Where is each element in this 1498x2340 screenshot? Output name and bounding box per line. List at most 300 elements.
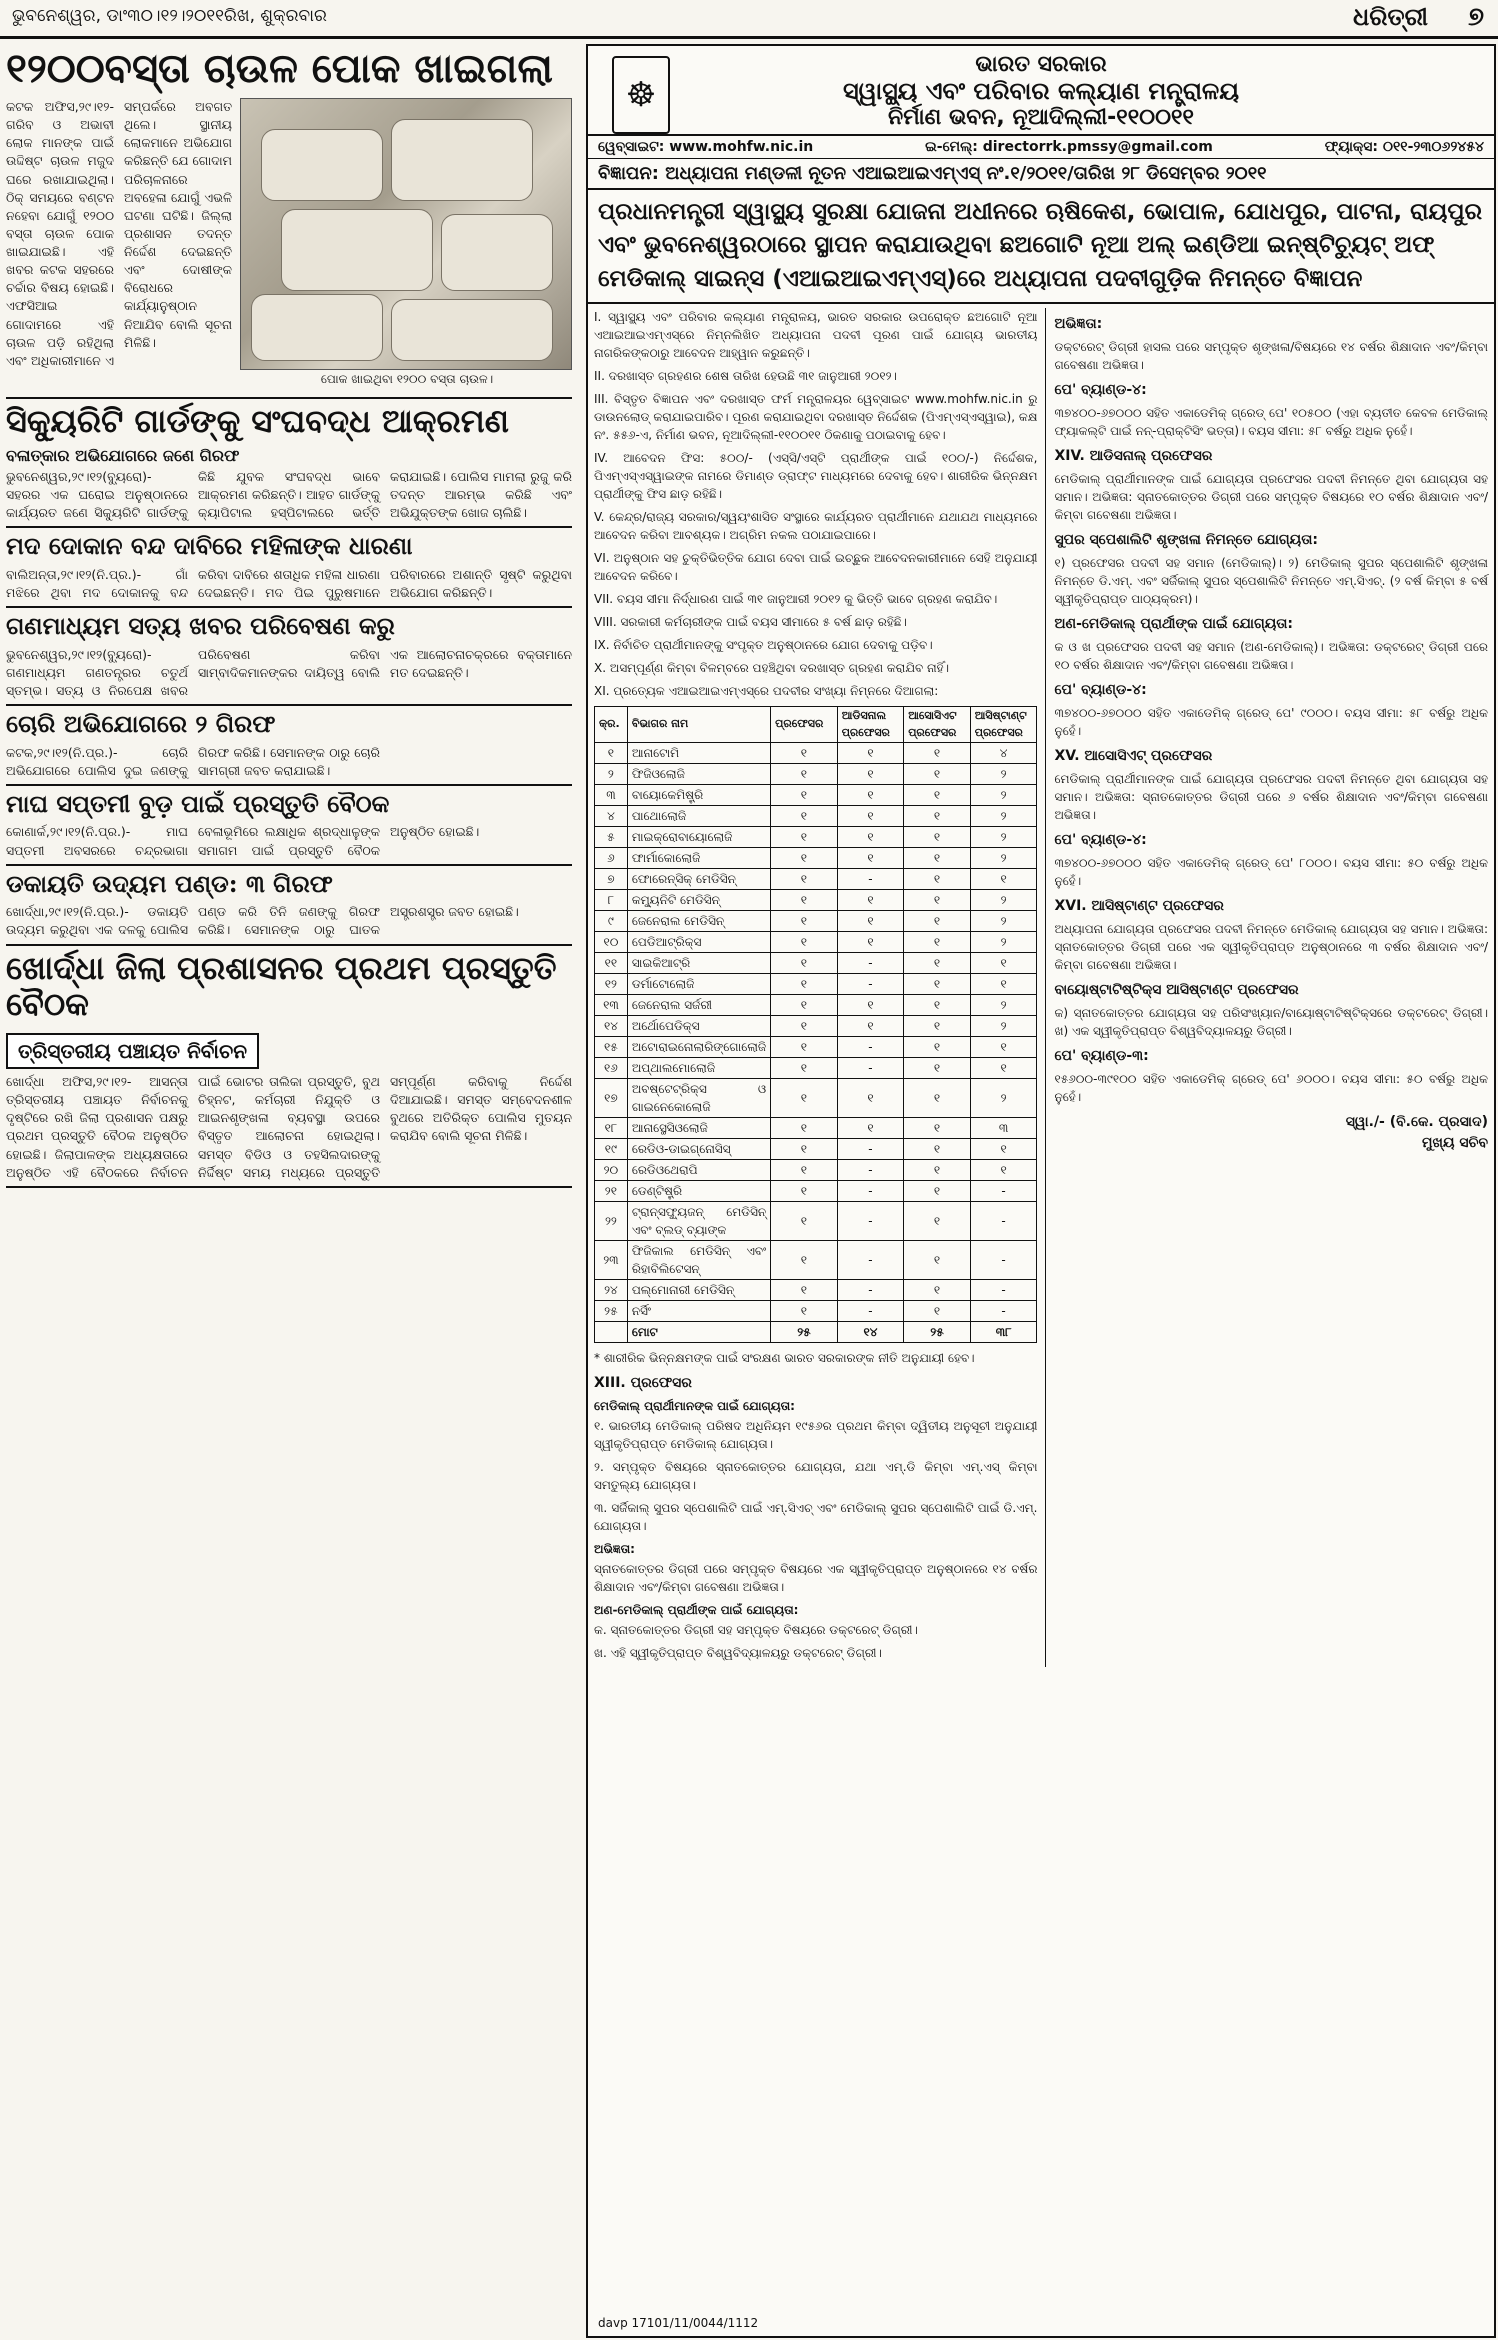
table-row xyxy=(595,743,1037,764)
table-row xyxy=(595,995,1037,1016)
table-cell: ଅର୍ଥୋପେଡିକ୍ସ xyxy=(627,1016,770,1037)
table-cell: ୧ xyxy=(904,974,971,995)
table-cell: କମ୍ୟୁନିଟି ମେଡିସିନ୍ xyxy=(627,890,770,911)
story-box-label: ତ୍ରିସ୍ତରୀୟ ପଞ୍ଚାୟତ ନିର୍ବାଚନ xyxy=(6,1033,259,1069)
table-cell: - xyxy=(970,1241,1037,1280)
table-cell: ଫିଜିଓଲୋଜି xyxy=(627,764,770,785)
national-emblem-icon: ☸ xyxy=(612,56,670,134)
table-cell: ୧ xyxy=(771,1160,838,1181)
table-cell: - xyxy=(837,1202,904,1241)
table-cell: ୩ xyxy=(595,785,628,806)
table-cell: ୨ xyxy=(970,764,1037,785)
table-cell: ୧ xyxy=(771,827,838,848)
right-block-text: ଡକ୍ଟରେଟ୍ ଡିଗ୍ରୀ ହାସଲ ପରେ ସମ୍ପୃକ୍ତ ଶୃଙ୍ଖଳା/ବିଷୟରେ ୧୪ ବର୍ଷର ଶିକ୍ଷାଦାନ ଏବଂ/କିମ୍ବା ଗବେଷଣା ଅଭିଜ୍ଞତା। xyxy=(1054,340,1488,373)
table-cell: ୧ xyxy=(904,1037,971,1058)
ministry-address: ନିର୍ମାଣ ଭବନ, ନୂଆଦିଲ୍ଲୀ-୧୧୦୦୧୧ xyxy=(888,105,1194,130)
table-cell: ଫୋରେନ୍‌ସିକ୍ ମେଡିସିନ୍ xyxy=(627,869,770,890)
table-cell: ୧ xyxy=(904,1139,971,1160)
table-cell: ୨ xyxy=(970,932,1037,953)
table-cell: ଜେନେରାଲ ସର୍ଜରୀ xyxy=(627,995,770,1016)
table-cell: ଆନାଟୋମି xyxy=(627,743,770,764)
table-row xyxy=(595,974,1037,995)
right-block-text: ୧) ପ୍ରଫେସର ପଦବୀ ସହ ସମାନ (ମେଡିକାଲ୍)। ୨) ମେଡିକାଲ୍ ସୁପର ସ୍ପେଶାଲିଟି ଶୃଙ୍ଖଳା ନିମନ୍ତେ ଡି.ଏମ୍. ଏବଂ ସର୍ଜିକାଲ୍ ସୁପର ସ୍ପେଶାଲିଟି ନିମନ୍ତେ ଏମ୍.ସିଏଚ୍. (୨ ବର୍ଷ କିମ୍ବା ୫ ବର୍ଷ ସ୍ୱୀକୃତିପ୍ରାପ୍ତ ପାଠ୍ୟକ୍ରମ)। xyxy=(1054,556,1488,607)
table-cell: - xyxy=(837,1058,904,1079)
right-block-text: ମେଡିକାଲ୍ ପ୍ରାର୍ଥୀମାନଙ୍କ ପାଇଁ ଯୋଗ୍ୟତା ପ୍ରଫେସର ପଦବୀ ନିମନ୍ତେ ଥିବା ଯୋଗ୍ୟତା ସହ ସମାନ। ଅଭିଜ୍ଞତା: ସ୍ନାତକୋତ୍ତର ଡିଗ୍ରୀ ପରେ ସମ୍ପୃକ୍ତ ବିଷୟରେ ୧୦ ବର୍ଷର ଶିକ୍ଷାଦାନ ଏବଂ/କିମ୍ବା ଗବେଷଣା ଅଭିଜ୍ଞତା। xyxy=(1054,472,1488,523)
qualification-item: ୧. ଭାରତୀୟ ମେଡିକାଲ୍ ପରିଷଦ ଅଧିନିୟମ ୧୯୫୬ର ପ୍ରଥମ କିମ୍ବା ଦ୍ୱିତୀୟ ଅନୁସୂଚୀ ଅନୁଯାୟୀ ସ୍ୱୀକୃତିପ୍ରାପ୍ତ ମେଡିକାଲ୍ ଯୋଗ୍ୟତା। xyxy=(594,1419,1038,1452)
table-cell: ୧ xyxy=(904,932,971,953)
table-note: * ଶାରୀରିକ ଭିନ୍ନକ୍ଷମଙ୍କ ପାଇଁ ସଂରକ୍ଷଣ ଭାରତ ସରକାରଙ୍କ ନୀତି ଅନୁଯାୟୀ ହେବ। xyxy=(594,1351,975,1366)
right-block xyxy=(1054,614,1488,674)
fax: ଫ୍ୟାକ୍ସ: ୦୧୧-୨୩୦୬୨୪୫୪ xyxy=(1324,139,1484,155)
table-cell: ୧ xyxy=(904,890,971,911)
story-headline: ଚୋରି ଅଭିଯୋଗରେ ୨ ଗିରଫ xyxy=(6,708,276,738)
table-cell: ୧ xyxy=(904,1280,971,1301)
table-cell: ୧ xyxy=(837,1118,904,1139)
table-cell: ପଲ୍‌ମୋନାରୀ ମେଡିସିନ୍ xyxy=(627,1280,770,1301)
table-cell: ୧ xyxy=(771,932,838,953)
section-title: XIII. ପ୍ରଫେସର xyxy=(594,1375,692,1392)
govt-name: ଭାରତ ସରକାର xyxy=(975,52,1107,77)
table-cell: ୬ xyxy=(595,848,628,869)
story-headline: ସିକ୍ୟୁରିଟି ଗାର୍ଡଙ୍କୁ ସଂଘବଦ୍ଧ ଆକ୍ରମଣ xyxy=(6,402,509,440)
table-cell: - xyxy=(837,1301,904,1322)
table-row xyxy=(595,1181,1037,1202)
table-cell: ୧୮ xyxy=(595,1118,628,1139)
table-cell: ଅପ୍‌ଥାଲମୋଲୋଜି xyxy=(627,1058,770,1079)
table-cell: ୧ xyxy=(904,1016,971,1037)
table-cell: ୧ xyxy=(771,1202,838,1241)
ad-left-column xyxy=(594,308,1046,1667)
ad-item: XI. ପ୍ରତ୍ୟେକ ଏଆଇଆଇଏମ୍‌ଏସ୍‌ରେ ପଦବୀର ସଂଖ୍ୟା ନିମ୍ନରେ ଦିଆଗଲା: xyxy=(594,684,939,699)
right-block xyxy=(1054,896,1488,974)
right-block-title: ସୁପର ସ୍ପେଶାଲିଟି ଶୃଙ୍ଖଳା ନିମନ୍ତେ ଯୋଗ୍ୟତା: xyxy=(1054,532,1318,549)
table-cell: ୨ xyxy=(970,785,1037,806)
table-cell: ୧୯ xyxy=(595,1139,628,1160)
email: ଇ-ମେଲ୍: directorrk.pmssy@gmail.com xyxy=(925,139,1213,155)
qualification-item: ୩. ସର୍ଜିକାଲ୍ ସୁପର ସ୍ପେଶାଲିଟି ପାଇଁ ଏମ୍.ସିଏଚ୍ ଏବଂ ମେଡିକାଲ୍ ସୁପର ସ୍ପେଶାଲିଟି ପାଇଁ ଡି.ଏମ୍. ଯୋଗ୍ୟତା। xyxy=(594,1501,1038,1534)
table-cell: ୧ xyxy=(771,1139,838,1160)
table-cell: ୨ xyxy=(970,848,1037,869)
table-cell: ୧୦ xyxy=(595,932,628,953)
table-cell: ୧ xyxy=(771,1118,838,1139)
table-cell: ୧ xyxy=(771,911,838,932)
table-cell: ୩୮ xyxy=(970,1322,1037,1343)
table-cell: ୧ xyxy=(904,848,971,869)
right-block xyxy=(1054,830,1488,890)
experience-text: ସ୍ନାତକୋତ୍ତର ଡିଗ୍ରୀ ପରେ ସମ୍ପୃକ୍ତ ବିଷୟରେ ଏକ ସ୍ୱୀକୃତିପ୍ରାପ୍ତ ଅନୁଷ୍ଠାନରେ ୧୪ ବର୍ଷର ଶିକ୍ଷାଦାନ ଏବଂ/କିମ୍ବା ଗବେଷଣା ଅଭିଜ୍ଞତା। xyxy=(594,1562,1038,1595)
table-cell: ୧ xyxy=(904,743,971,764)
story-headline: ଖୋର୍ଦ୍ଧା ଜିଲା ପ୍ରଶାସନର ପ୍ରଥମ ପ୍ରସ୍ତୁତି ବୈଠକ xyxy=(6,948,557,1024)
table-cell: ସାଇକିଆଟ୍ରି xyxy=(627,953,770,974)
masthead xyxy=(0,0,1498,39)
table-cell: ୧ xyxy=(771,764,838,785)
right-block-title: ବାୟୋଷ୍ଟାଟିଷ୍ଟିକ୍ସ ଆସିଷ୍ଟାଣ୍ଟ ପ୍ରଫେସର xyxy=(1054,982,1299,999)
right-block-text: କ) ସ୍ନାତକୋତ୍ତର ଯୋଗ୍ୟତା ସହ ପରିସଂଖ୍ୟାନ/ବାୟୋଷ୍ଟାଟିଷ୍ଟିକ୍ସରେ ଡକ୍ଟରେଟ୍ ଡିଗ୍ରୀ। ଖ) ଏକ ସ୍ୱୀକୃତିପ୍ରାପ୍ତ ବିଶ୍ୱବିଦ୍ୟାଳୟରୁ ଡିଗ୍ରୀ। xyxy=(1054,1006,1488,1039)
story-body: ବାଲିଅନ୍ତା,୨୯।୧୨(ନି.ପ୍ର.)- ଗାଁ ମଝିରେ ଥିବା ମଦ ଦୋକାନକୁ ବନ୍ଦ କରିବା ଦାବିରେ ଶତାଧିକ ମହିଳା ଧାରଣା ଦେଇଛନ୍ତି। ମଦ ପିଇ ପୁରୁଷମାନେ ପରିବାରରେ ଅଶାନ୍ତି ସୃଷ୍ଟି କରୁଥିବା ଅଭିଯୋଗ କରିଛନ୍ତି। xyxy=(6,566,572,600)
right-block-text: କ ଓ ଖ ପ୍ରଫେସର ପଦବୀ ସହ ସମାନ (ଅଣ-ମେଡିକାଲ୍)। ଅଭିଜ୍ଞତା: ଡକ୍ଟରେଟ୍ ଡିଗ୍ରୀ ପରେ ୧୦ ବର୍ଷର ଶିକ୍ଷାଦାନ ଏବଂ/କିମ୍ବା ଗବେଷଣା ଅଭିଜ୍ଞତା। xyxy=(1054,640,1488,673)
table-cell: - xyxy=(837,869,904,890)
table-cell: ୧ xyxy=(837,932,904,953)
table-cell: ୧ xyxy=(904,827,971,848)
table-cell: ୧ xyxy=(837,764,904,785)
table-cell xyxy=(595,1322,628,1343)
website: ୱେବ୍‌ସାଇଟ: www.mohfw.nic.in xyxy=(598,139,814,155)
ad-item: VI. ଅନୁଷ୍ଠାନ ସହ ଚୁକ୍ତିଭିତ୍ତିକ ଯୋଗ ଦେବା ପାଇଁ ଇଚ୍ଛୁକ ଆବେଦନକାରୀମାନେ ସେହି ଅନୁଯାୟୀ ଆବେଦନ କରିବେ। xyxy=(594,551,1038,584)
table-cell: ୯ xyxy=(595,911,628,932)
table-cell: ୧ xyxy=(970,1139,1037,1160)
table-cell: ଫାର୍ମାକୋଲୋଜି xyxy=(627,848,770,869)
table-cell: ରେଡିଓଥେରାପି xyxy=(627,1160,770,1181)
right-block xyxy=(1054,746,1488,824)
right-block-title: XV. ଆସୋସିଏଟ୍ ପ୍ରଫେସର xyxy=(1054,748,1213,765)
table-cell: ୧ xyxy=(904,869,971,890)
table-cell: ୧ xyxy=(904,1079,971,1118)
table-cell: ୪ xyxy=(595,806,628,827)
right-block-text: ୩୭୪୦୦-୬୭୦୦୦ ସହିତ ଏକାଡେମିକ୍ ଗ୍ରେଡ୍ ପେ' ୧୦୫୦୦ (ଏହା ବ୍ୟତୀତ କେବଳ ମେଡିକାଲ୍ ଫ୍ୟାକଲ୍ଟି ପାଇଁ ନନ୍-ପ୍ରାକ୍ଟିସିଂ ଭତ୍ତା)। ବୟସ ସୀମା: ୫୮ ବର୍ଷରୁ ଅଧିକ ନୁହେଁ। xyxy=(1054,406,1488,439)
story-headline: ମାଘ ସପ୍ତମୀ ବୁଡ଼ ପାଇଁ ପ୍ରସ୍ତୁତି ବୈଠକ xyxy=(6,788,390,818)
table-cell: ୪ xyxy=(970,743,1037,764)
table-cell: ୨୨ xyxy=(595,1202,628,1241)
table-cell: ୧ xyxy=(771,869,838,890)
table-cell: ୧୪ xyxy=(837,1322,904,1343)
right-block-title: ପେ' ବ୍ୟାଣ୍ଡ-୪: xyxy=(1054,832,1147,849)
table-cell: ୧ xyxy=(771,1079,838,1118)
col-header: ଆସୋସିଏଟ ପ୍ରଫେସର xyxy=(904,707,971,743)
story-body: ଭୁବନେଶ୍ୱର,୨୯।୧୨(ବ୍ୟୁରୋ)- ସହରର ଏକ ଘରୋଇ ଅନୁଷ୍ଠାନରେ କାର୍ଯ୍ୟରତ ଜଣେ ସିକ୍ୟୁରିଟି ଗାର୍ଡଙ୍କୁ କିଛି ଯୁବକ ସଂଘବଦ୍ଧ ଭାବେ ଆକ୍ରମଣ କରିଛନ୍ତି। ଆହତ ଗାର୍ଡଙ୍କୁ କ୍ୟାପିଟାଲ ହସ୍ପିଟାଲରେ ଭର୍ତ୍ତି କରାଯାଇଛି। ପୋଲିସ ମାମଲା ରୁଜୁ କରି ତଦନ୍ତ ଆରମ୍ଭ କରିଛି ଏବଂ ଅଭିଯୁକ୍ତଙ୍କ ଖୋଜ ଚାଲିଛି। xyxy=(6,468,572,521)
table-cell: ବାୟୋକେମିଷ୍ଟ୍ରି xyxy=(627,785,770,806)
table-row xyxy=(595,1118,1037,1139)
davp-code: davp 17101/11/0044/1112 xyxy=(598,2316,759,2330)
table-cell: - xyxy=(970,1301,1037,1322)
table-cell: ୨ xyxy=(970,1016,1037,1037)
posts-table xyxy=(594,706,1037,1343)
ad-item: IV. ଆବେଦନ ଫିସ: ୫୦୦/- (ଏସ୍‌ସି/ଏସ୍‌ଟି ପ୍ରାର୍ଥୀଙ୍କ ପାଇଁ ୧୦୦/-) ନିର୍ଦ୍ଦେଶକ, ପିଏମ୍‌ଏସ୍‌ଏସ୍‌ୱାଇଙ୍କ ନାମରେ ଡିମାଣ୍ଡ ଡ୍ରାଫ୍ଟ ମାଧ୍ୟମରେ ଦେବାକୁ ହେବ। ଶାରୀରିକ ଭିନ୍ନକ୍ଷମ ପ୍ରାର୍ଥୀଙ୍କୁ ଫିସ ଛାଡ଼ ରହିଛି। xyxy=(594,451,1038,502)
table-cell: ୧ xyxy=(904,953,971,974)
table-row xyxy=(595,1202,1037,1241)
ad-right-column xyxy=(1046,308,1488,1667)
table-row xyxy=(595,848,1037,869)
table-cell: ୧ xyxy=(837,848,904,869)
table-total-row xyxy=(595,1322,1037,1343)
contact-row xyxy=(588,136,1494,159)
story-magha-saptami xyxy=(6,790,572,866)
table-row xyxy=(595,806,1037,827)
ad-item: II. ଦରଖାସ୍ତ ଗ୍ରହଣର ଶେଷ ତାରିଖ ହେଉଛି ୩୧ ଜାନୁଆରୀ ୨୦୧୨। xyxy=(594,369,897,384)
table-cell: ୧ xyxy=(771,1016,838,1037)
table-cell: ୨ xyxy=(970,827,1037,848)
table-cell: ୧ xyxy=(904,764,971,785)
table-cell: ୨୩ xyxy=(595,1241,628,1280)
table-cell: ୨୫ xyxy=(904,1322,971,1343)
table-row xyxy=(595,1241,1037,1280)
table-row xyxy=(595,869,1037,890)
ad-item: VII. ବୟସ ସୀମା ନିର୍ଦ୍ଧାରଣ ପାଇଁ ୩୧ ଜାନୁଆରୀ ୨୦୧୨ କୁ ଭିତ୍ତି ଭାବେ ଗ୍ରହଣ କରାଯିବ। xyxy=(594,592,998,607)
table-cell: - xyxy=(970,1280,1037,1301)
story-headline: ଗଣମାଧ୍ୟମ ସତ୍ୟ ଖବର ପରିବେଷଣ କରୁ xyxy=(6,611,395,641)
right-block-title: XVI. ଆସିଷ୍ଟାଣ୍ଟ ପ୍ରଫେସର xyxy=(1054,898,1224,915)
table-cell: ରେଡିଓ-ଡାଇଗ୍ନୋସିସ୍ xyxy=(627,1139,770,1160)
signoff xyxy=(1054,1112,1488,1154)
table-cell: ୧ xyxy=(970,1058,1037,1079)
story-body: ଖୋର୍ଦ୍ଧା,୨୯।୧୨(ନି.ପ୍ର.)- ଡକାୟତି ଉଦ୍ୟମ କରୁଥିବା ଏକ ଦଳକୁ ପୋଲିସ ପଣ୍ଡ କରି ତିନି ଜଣଙ୍କୁ ଗିରଫ କରିଛି। ସେମାନଙ୍କ ଠାରୁ ଘାତକ ଅସ୍ତ୍ରଶସ୍ତ୍ର ଜବତ ହୋଇଛି। xyxy=(6,904,519,938)
table-row xyxy=(595,1280,1037,1301)
table-cell: ପାଥୋଲୋଜି xyxy=(627,806,770,827)
col-header: ପ୍ରଫେସର xyxy=(771,707,838,743)
table-cell: ୫ xyxy=(595,827,628,848)
page-number: ୭ xyxy=(1468,2,1484,32)
table-cell: ୧ xyxy=(837,743,904,764)
table-cell: ୧ xyxy=(904,1118,971,1139)
right-block-text: ଅଧ୍ୟାପନା ଯୋଗ୍ୟତା ପ୍ରଫେସର ପଦବୀ ନିମନ୍ତେ ମେଡିକାଲ୍ ଯୋଗ୍ୟତା ସହ ସମାନ। ଅଭିଜ୍ଞତା: ସ୍ନାତକୋତ୍ତର ଡିଗ୍ରୀ ପରେ ଏକ ସ୍ୱୀକୃତିପ୍ରାପ୍ତ ଅନୁଷ୍ଠାନରେ ୩ ବର୍ଷର ଶିକ୍ଷାଦାନ ଏବଂ/କିମ୍ବା ଗବେଷଣା ଅଭିଜ୍ଞତା। xyxy=(1054,922,1488,973)
table-cell: ୨ xyxy=(970,1079,1037,1118)
story-theft xyxy=(6,710,572,786)
table-cell: ୧ xyxy=(771,1181,838,1202)
govt-advertisement xyxy=(586,44,1496,2338)
table-cell: ୧ xyxy=(837,1016,904,1037)
table-row xyxy=(595,1058,1037,1079)
advertisement-number: ବିଜ୍ଞାପନ: ଅଧ୍ୟାପନା ମଣ୍ଡଳୀ ନୂତନ ଏଆଇଆଇଏମ୍‌ଏସ୍ ନଂ.୧/୨୦୧୧/ତାରିଖ ୨୮ ଡିସେମ୍ବର ୨୦୧୧ xyxy=(588,159,1494,190)
table-cell: ୧ xyxy=(904,1241,971,1280)
table-cell: ୨ xyxy=(595,764,628,785)
right-block xyxy=(1054,1046,1488,1106)
right-block xyxy=(1054,680,1488,740)
table-cell: ୨୦ xyxy=(595,1160,628,1181)
nonmedical-item: ଖ. ଏହି ସ୍ୱୀକୃତିପ୍ରାପ୍ତ ବିଶ୍ୱବିଦ୍ୟାଳୟରୁ ଡକ୍ଟରେଟ୍ ଡିଗ୍ରୀ। xyxy=(594,1646,882,1661)
ad-item: IX. ନିର୍ବାଚିତ ପ୍ରାର୍ଥୀମାନଙ୍କୁ ସଂପୃକ୍ତ ଅନୁଷ୍ଠାନରେ ଯୋଗ ଦେବାକୁ ପଡ଼ିବ। xyxy=(594,638,933,653)
story-body: କୋଣାର୍କ,୨୯।୧୨(ନି.ପ୍ର.)- ମାଘ ସପ୍ତମୀ ଅବସରରେ ଚନ୍ଦ୍ରଭାଗା ବେଳାଭୂମିରେ ଲକ୍ଷାଧିକ ଶ୍ରଦ୍ଧାଳୁଙ୍କ ସମାଗମ ପାଇଁ ପ୍ରସ୍ତୁତି ବୈଠକ ଅନୁଷ୍ଠିତ ହୋଇଛି। xyxy=(6,824,480,858)
story-kicker: ବଳାତ୍କାର ଅଭିଯୋଗରେ ଜଣେ ଗିରଫ xyxy=(6,445,240,465)
right-block-title: ଅଣ-ମେଡିକାଲ୍ ପ୍ରାର୍ଥୀଙ୍କ ପାଇଁ ଯୋଗ୍ୟତା: xyxy=(1054,616,1294,633)
nonmedical-title: ଅଣ-ମେଡିକାଲ୍ ପ୍ରାର୍ଥୀଙ୍କ ପାଇଁ ଯୋଗ୍ୟତା: xyxy=(594,1603,799,1618)
newspaper-name: ଧରିତ୍ରୀ xyxy=(1353,2,1428,31)
table-cell: ୧୪ xyxy=(595,1016,628,1037)
table-cell: ୩ xyxy=(970,1118,1037,1139)
table-row xyxy=(595,1016,1037,1037)
table-cell: ୧ xyxy=(771,785,838,806)
ad-item: VIII. ସରକାରୀ କର୍ମଚାରୀଙ୍କ ପାଇଁ ବୟସ ସୀମାରେ ୫ ବର୍ଷ ଛାଡ଼ ରହିଛି। xyxy=(594,615,907,630)
table-cell: ୧ xyxy=(970,974,1037,995)
table-cell: ୧ xyxy=(970,1160,1037,1181)
story-dacoity xyxy=(6,870,572,946)
left-items xyxy=(594,308,1037,700)
story-security-guard xyxy=(6,403,572,528)
table-cell: ୨୫ xyxy=(771,1322,838,1343)
photo-rice-sacks xyxy=(240,98,572,370)
table-cell: ୧ xyxy=(904,806,971,827)
table-cell: ୧ xyxy=(837,806,904,827)
table-cell: ୧୬ xyxy=(595,1058,628,1079)
right-block-title: ପେ' ବ୍ୟାଣ୍ଡ-୪: xyxy=(1054,382,1147,399)
story-body: ଖୋର୍ଦ୍ଧା ଅଫିସ,୨୯।୧୨- ଆସନ୍ତା ତ୍ରିସ୍ତରୀୟ ପଞ୍ଚାୟତ ନିର୍ବାଚନକୁ ଦୃଷ୍ଟିରେ ରଖି ଜିଲା ପ୍ରଶାସନ ପକ୍ଷରୁ ପ୍ରଥମ ପ୍ରସ୍ତୁତି ବୈଠକ ଅନୁଷ୍ଠିତ ହୋଇଛି। ଜିଲାପାଳଙ୍କ ଅଧ୍ୟକ୍ଷତାରେ ଅନୁଷ୍ଠିତ ଏହି ବୈଠକରେ ନିର୍ବାଚନ ପାଇଁ ଭୋଟର ତାଲିକା ପ୍ରସ୍ତୁତି, ବୁଥ ଚିହ୍ନଟ, କର୍ମଚାରୀ ନିଯୁକ୍ତି ଓ ଆଇନଶୃଙ୍ଖଳା ବ୍ୟବସ୍ଥା ଉପରେ ବିସ୍ତୃତ ଆଲୋଚନା ହୋଇଥିଲା। ସମସ୍ତ ବିଡିଓ ଓ ତହସିଲଦାରଙ୍କୁ ନିର୍ଦ୍ଦିଷ୍ଟ ସମୟ ମଧ୍ୟରେ ପ୍ରସ୍ତୁତି ସମ୍ପୂର୍ଣ୍ଣ କରିବାକୁ ନିର୍ଦ୍ଦେଶ ଦିଆଯାଇଛି। ସମସ୍ତ ସମ୍ବେଦନଶୀଳ ବୁଥରେ ଅତିରିକ୍ତ ପୋଲିସ ମୁତୟନ କରାଯିବ ବୋଲି ସୂଚନା ମିଳିଛି। xyxy=(6,1074,572,1180)
table-row xyxy=(595,1139,1037,1160)
table-cell: ୧ xyxy=(904,995,971,1016)
signoff-designation: ମୁଖ୍ୟ ସଚିବ xyxy=(1422,1135,1488,1152)
right-block xyxy=(1054,980,1488,1040)
table-cell: ୧ xyxy=(837,995,904,1016)
right-block xyxy=(1054,314,1488,374)
table-cell: ମାଇକ୍ରୋବାୟୋଲୋଜି xyxy=(627,827,770,848)
story-body: କଟକ,୨୯।୧୨(ନି.ପ୍ର.)- ଚୋରି ଅଭିଯୋଗରେ ପୋଲିସ ଦୁଇ ଜଣଙ୍କୁ ଗିରଫ କରିଛି। ସେମାନଙ୍କ ଠାରୁ ଚୋରି ସାମଗ୍ରୀ ଜବତ କରାଯାଇଛି। xyxy=(6,744,380,778)
story-khordha-meeting xyxy=(6,950,572,1188)
table-cell: ୧ xyxy=(837,785,904,806)
table-cell: ୧ xyxy=(904,1202,971,1241)
section-intro: ମେଡିକାଲ୍ ପ୍ରାର୍ଥୀମାନଙ୍କ ପାଇଁ ଯୋଗ୍ୟତା: xyxy=(594,1399,795,1414)
right-block-text: ମେଡିକାଲ୍ ପ୍ରାର୍ଥୀମାନଙ୍କ ପାଇଁ ଯୋଗ୍ୟତା ପ୍ରଫେସର ପଦବୀ ନିମନ୍ତେ ଥିବା ଯୋଗ୍ୟତା ସହ ସମାନ। ଅଭିଜ୍ଞତା: ସ୍ନାତକୋତ୍ତର ଡିଗ୍ରୀ ପରେ ୬ ବର୍ଷର ଶିକ୍ଷାଦାନ ଏବଂ/କିମ୍ବା ଗବେଷଣା ଅଭିଜ୍ଞତା। xyxy=(1054,772,1488,823)
table-cell: ୧ xyxy=(771,1241,838,1280)
table-cell: ପେଡିଆଟ୍ରିକ୍ସ xyxy=(627,932,770,953)
table-cell: ୨୧ xyxy=(595,1181,628,1202)
table-cell: ୨୪ xyxy=(595,1280,628,1301)
table-cell: ୧ xyxy=(771,806,838,827)
right-block-title: ପେ' ବ୍ୟାଣ୍ଡ-୪: xyxy=(1054,682,1147,699)
table-cell: ୧ xyxy=(904,785,971,806)
right-block-text: ୧୫୬୦୦-୩୯୧୦୦ ସହିତ ଏକାଡେମିକ୍ ଗ୍ରେଡ୍ ପେ' ୬୦୦୦। ବୟସ ସୀମା: ୫୦ ବର୍ଷରୁ ଅଧିକ ନୁହେଁ। xyxy=(1054,1072,1488,1105)
table-cell: - xyxy=(837,1037,904,1058)
right-block-text: ୩୭୪୦୦-୬୭୦୦୦ ସହିତ ଏକାଡେମିକ୍ ଗ୍ରେଡ୍ ପେ' ୮୦୦୦। ବୟସ ସୀମା: ୫୦ ବର୍ଷରୁ ଅଧିକ ନୁହେଁ। xyxy=(1054,856,1488,889)
story-body: କଟକ ଅଫିସ,୨୯।୧୨-ଗରିବ ଓ ଅଭାବୀ ଲୋକ ମାନଙ୍କ ପାଇଁ ଉଦ୍ଦିଷ୍ଟ ଚାଉଳ ମଜୁଦ ଘରେ ରଖାଯାଇଥିଲା। ଠିକ୍ ସମୟରେ ବଣ୍ଟନ ନହେବା ଯୋଗୁଁ ୧୨୦୦ ବସ୍ତା ଚାଉଳ ପୋକ ଖାଇଯାଇଛି। ଏହି ଖବର କଟକ ସହରରେ ଚର୍ଚ୍ଚାର ବିଷୟ ହୋଇଛି। ଏଫସିଆଇ ଗୋଦାମରେ ଏହି ଚାଉଳ ପଡ଼ି ରହିଥିଲା ଏବଂ ଅଧିକାରୀମାନେ ଏ ସମ୍ପର୍କରେ ଅବଗତ ଥିଲେ। ସ୍ଥାନୀୟ ଲୋକମାନେ ଅଭିଯୋଗ କରିଛନ୍ତି ଯେ ଗୋଦାମ ପରିଚାଳନାରେ ଅବହେଳା ଯୋଗୁଁ ଏଭଳି ଘଟଣା ଘଟିଛି। ଜିଲ୍ଲା ପ୍ରଶାସନ ତଦନ୍ତ ନିର୍ଦ୍ଦେଶ ଦେଇଛନ୍ତି ଏବଂ ଦୋଷୀଙ୍କ ବିରୋଧରେ କାର୍ଯ୍ୟାନୁଷ୍ଠାନ ନିଆଯିବ ବୋଲି ସୂଚନା ମିଳିଛି। xyxy=(6,99,232,368)
table-row xyxy=(595,1037,1037,1058)
table-cell: - xyxy=(837,1280,904,1301)
table-cell: ନର୍ସିଂ xyxy=(627,1301,770,1322)
table-cell: ୨ xyxy=(970,911,1037,932)
table-cell: ୧ xyxy=(837,911,904,932)
table-cell: ଜେନେରାଲ ମେଡିସିନ୍ xyxy=(627,911,770,932)
table-cell: ୧ xyxy=(904,1301,971,1322)
posts-table-body xyxy=(595,743,1037,1343)
table-cell: ୧ xyxy=(837,890,904,911)
table-cell: ୧ xyxy=(904,911,971,932)
table-cell: ୧ xyxy=(771,1058,838,1079)
table-cell: - xyxy=(837,974,904,995)
table-row xyxy=(595,911,1037,932)
story-headline: ୧୨୦୦ବସ୍ତା ଚାଉଳ ପୋକ ଖାଇଗଲା xyxy=(6,45,553,92)
advertisement-title: ପ୍ରଧାନମନ୍ତ୍ରୀ ସ୍ୱାସ୍ଥ୍ୟ ସୁରକ୍ଷା ଯୋଜନା ଅଧୀନରେ ଋଷିକେଶ, ଭୋପାଳ, ଯୋଧପୁର, ପାଟନା, ରାୟପୁର ଏବଂ ଭୁବନେଶ୍ୱରଠାରେ ସ୍ଥାପନ କରାଯାଉଥିବା ଛଅଗୋଟି ନୂଆ ଅଲ୍ ଇଣ୍ଡିଆ ଇନ୍‌ଷ୍ଟିଚ୍ୟୁଟ୍ ଅଫ୍ ମେଡିକାଲ୍ ସାଇନ୍‌ସ (ଏଆଇଆଇଏମ୍‌ଏସ୍)ରେ ଅଧ୍ୟାପନା ପଦବୀଗୁଡ଼ିକ ନିମନ୍ତେ ବିଜ୍ଞାପନ xyxy=(588,190,1494,304)
ad-item: I. ସ୍ୱାସ୍ଥ୍ୟ ଏବଂ ପରିବାର କଲ୍ୟାଣ ମନ୍ତ୍ରାଳୟ, ଭାରତ ସରକାର ଉପରୋକ୍ତ ଛଅଗୋଟି ନୂଆ ଏଆଇଆଇଏମ୍‌ଏସ୍‌ରେ ନିମ୍ନଲିଖିତ ଅଧ୍ୟାପନା ପଦବୀ ପୂରଣ ପାଇଁ ଯୋଗ୍ୟ ଭାରତୀୟ ନାଗରିକଙ୍କଠାରୁ ଆବେଦନ ଆହ୍ୱାନ କରୁଛନ୍ତି। xyxy=(594,310,1038,361)
story-rice-sacks xyxy=(6,46,572,399)
table-cell: - xyxy=(970,1202,1037,1241)
table-row xyxy=(595,764,1037,785)
table-cell: ଡର୍ମାଟୋଲୋଜି xyxy=(627,974,770,995)
table-cell: ଅବଷ୍ଟେଟ୍ରିକ୍ସ ଓ ଗାଇନେକୋଲୋଜି xyxy=(627,1079,770,1118)
table-cell: ଟ୍ରାନ୍ସଫ୍ୟୁଜନ୍ ମେଡିସିନ୍ ଏବଂ ବ୍ଲଡ୍ ବ୍ୟାଙ୍କ xyxy=(627,1202,770,1241)
table-cell: ଆନାସ୍ଥେସିଓଲୋଜି xyxy=(627,1118,770,1139)
table-cell: ୨ xyxy=(970,995,1037,1016)
ad-item: III. ବିସ୍ତୃତ ବିଜ୍ଞାପନ ଏବଂ ଦରଖାସ୍ତ ଫର୍ମ ମନ୍ତ୍ରାଳୟର ୱେବ୍‌ସାଇଟ www.mohfw.nic.in ରୁ ଡାଉନଲୋଡ୍ କରାଯାଇପାରିବ। ପୂରଣ କରାଯାଇଥିବା ଦରଖାସ୍ତ ନିର୍ଦ୍ଦେଶକ (ପିଏମ୍‌ଏସ୍‌ଏସ୍‌ୱାଇ), କକ୍ଷ ନଂ. ୫୫୬-ଏ, ନିର୍ମାଣ ଭବନ, ନୂଆଦିଲ୍ଲୀ-୧୧୦୦୧୧ ଠିକଣାକୁ ପଠାଇବାକୁ ହେବ। xyxy=(594,392,1038,443)
table-cell: ୨ xyxy=(970,890,1037,911)
table-cell: ୧ xyxy=(970,1037,1037,1058)
table-cell: - xyxy=(837,1241,904,1280)
table-row xyxy=(595,1160,1037,1181)
col-header: ଆଡିସନାଲ ପ୍ରଫେସର xyxy=(837,707,904,743)
col-header: କ୍ର. xyxy=(595,707,628,743)
table-cell: ଡେଣ୍ଟିଷ୍ଟ୍ରି xyxy=(627,1181,770,1202)
table-cell: ୧୨ xyxy=(595,974,628,995)
table-cell: ୧ xyxy=(904,1058,971,1079)
table-cell: ୨୫ xyxy=(595,1301,628,1322)
right-block xyxy=(1054,530,1488,608)
table-cell: - xyxy=(837,1139,904,1160)
nonmedical-item: କ. ସ୍ନାତକୋତ୍ତର ଡିଗ୍ରୀ ସହ ସମ୍ପୃକ୍ତ ବିଷୟରେ ଡକ୍ଟରେଟ୍ ଡିଗ୍ରୀ। xyxy=(594,1623,918,1638)
table-cell: - xyxy=(970,1181,1037,1202)
table-cell: ୧ xyxy=(771,995,838,1016)
table-row xyxy=(595,1301,1037,1322)
table-cell: ୧ xyxy=(771,953,838,974)
table-cell: ୧ xyxy=(771,848,838,869)
table-cell: ଫିଜିକାଲ ମେଡିସିନ୍ ଏବଂ ରିହାବିଲିଟେସନ୍ xyxy=(627,1241,770,1280)
qualification-item: ୨. ସମ୍ପୃକ୍ତ ବିଷୟରେ ସ୍ନାତକୋତ୍ତର ଯୋଗ୍ୟତା, ଯଥା ଏମ୍.ଡି କିମ୍ବା ଏମ୍.ଏସ୍ କିମ୍ବା ସମତୁଲ୍ୟ ଯୋଗ୍ୟତା। xyxy=(594,1460,1038,1493)
ad-body xyxy=(588,304,1494,1671)
right-block xyxy=(1054,446,1488,524)
table-cell: ୧ xyxy=(771,974,838,995)
signoff-name: ସ୍ୱା./- (ବି.କେ. ପ୍ରସାଦ) xyxy=(1345,1114,1488,1131)
ministry-name: ସ୍ୱାସ୍ଥ୍ୟ ଏବଂ ପରିବାର କଲ୍ୟାଣ ମନ୍ତ୍ରାଳୟ xyxy=(842,77,1240,105)
right-block-title: ଅଭିଜ୍ଞତା: xyxy=(1054,316,1103,333)
table-cell: ୧୭ xyxy=(595,1079,628,1118)
right-block-text: ୩୭୪୦୦-୬୭୦୦୦ ସହିତ ଏକାଡେମିକ୍ ଗ୍ରେଡ୍ ପେ' ୯୦୦୦। ବୟସ ସୀମା: ୫୮ ବର୍ଷରୁ ଅଧିକ ନୁହେଁ। xyxy=(1054,706,1488,739)
col-header: ଆସିଷ୍ଟାଣ୍ଟ ପ୍ରଫେସର xyxy=(970,707,1037,743)
table-cell: ୨ xyxy=(970,806,1037,827)
story-headline: ଡକାୟତି ଉଦ୍ୟମ ପଣ୍ଡ: ୩ ଗିରଫ xyxy=(6,868,333,898)
right-blocks xyxy=(1054,314,1488,1106)
table-cell: ୧ xyxy=(771,890,838,911)
table-row xyxy=(595,785,1037,806)
table-row xyxy=(595,890,1037,911)
table-cell: ୧ xyxy=(970,869,1037,890)
story-body: ଭୁବନେଶ୍ୱର,୨୯।୧୨(ବ୍ୟୁରୋ)- ଗଣମାଧ୍ୟମ ଗଣତନ୍ତ୍ରର ଚତୁର୍ଥ ସ୍ତମ୍ଭ। ସତ୍ୟ ଓ ନିରପେକ୍ଷ ଖବର ପରିବେଷଣ କରିବା ସାମ୍ବାଦିକମାନଙ୍କର ଦାୟିତ୍ୱ ବୋଲି ଏକ ଆଲୋଚନାଚକ୍ରରେ ବକ୍ତାମାନେ ମତ ଦେଇଛନ୍ତି। xyxy=(6,646,572,698)
table-cell: ମୋଟ xyxy=(627,1322,770,1343)
col-header: ବିଭାଗର ନାମ xyxy=(627,707,770,743)
table-row xyxy=(595,1079,1037,1118)
table-row xyxy=(595,953,1037,974)
table-header-row xyxy=(595,707,1037,743)
table-cell: ୧୫ xyxy=(595,1037,628,1058)
table-cell: - xyxy=(837,1181,904,1202)
photo-caption: ପୋକ ଖାଇଥିବା ୧୨୦୦ ବସ୍ତା ଚାଉଳ। xyxy=(320,372,494,386)
right-block-title: ପେ' ବ୍ୟାଣ୍ଡ-୩: xyxy=(1054,1048,1149,1065)
experience-title: ଅଭିଜ୍ଞତା: xyxy=(594,1542,635,1557)
table-cell: ଅଟୋରାଇନୋଲାରିଙ୍ଗୋଲୋଜି xyxy=(627,1037,770,1058)
table-cell: ୧ xyxy=(837,1079,904,1118)
table-cell: ୧ xyxy=(837,827,904,848)
table-cell: ୧ xyxy=(771,1037,838,1058)
right-block xyxy=(1054,380,1488,440)
right-block-title: XIV. ଆଡିସନାଲ୍ ପ୍ରଫେସର xyxy=(1054,448,1213,465)
table-row xyxy=(595,827,1037,848)
table-row xyxy=(595,932,1037,953)
table-cell: ୮ xyxy=(595,890,628,911)
table-cell: ୧ xyxy=(904,1181,971,1202)
table-cell: - xyxy=(837,953,904,974)
table-cell: ୧ xyxy=(771,1301,838,1322)
table-cell: ୧୧ xyxy=(595,953,628,974)
table-cell: ୧ xyxy=(771,743,838,764)
news-column xyxy=(0,44,578,2334)
ad-item: V. କେନ୍ଦ୍ର/ରାଜ୍ୟ ସରକାର/ସ୍ୱୟଂଶାସିତ ସଂସ୍ଥାରେ କାର୍ଯ୍ୟରତ ପ୍ରାର୍ଥୀମାନେ ଯଥାଯଥ ମାଧ୍ୟମରେ ଆବେଦନ କରିବା ଆବଶ୍ୟକ। ଅଗ୍ରିମ ନକଲ ପଠାଯାଇପାରେ। xyxy=(594,510,1038,543)
table-cell: ୧ xyxy=(595,743,628,764)
dateline: ଭୁବନେଶ୍ୱର, ଡାଂ୩୦।୧୨।୨୦୧୧ରିଖ, ଶୁକ୍ରବାର xyxy=(12,6,327,26)
ad-header xyxy=(588,46,1494,136)
table-cell: ୧ xyxy=(771,1280,838,1301)
table-cell: ୧ xyxy=(904,1160,971,1181)
ad-item: X. ଅସମ୍ପୂର୍ଣ୍ଣ କିମ୍ବା ବିଳମ୍ବରେ ପହଞ୍ଚିଥିବା ଦରଖାସ୍ତ ଗ୍ରହଣ କରାଯିବ ନାହିଁ। xyxy=(594,661,950,676)
story-headline: ମଦ ଦୋକାନ ବନ୍ଦ ଦାବିରେ ମହିଳାଙ୍କ ଧାରଣା xyxy=(6,531,413,561)
table-cell: ୭ xyxy=(595,869,628,890)
table-cell: ୧ xyxy=(970,953,1037,974)
story-media xyxy=(6,612,572,706)
table-cell: - xyxy=(837,1160,904,1181)
story-liquor-shop xyxy=(6,532,572,608)
table-cell: ୧୩ xyxy=(595,995,628,1016)
